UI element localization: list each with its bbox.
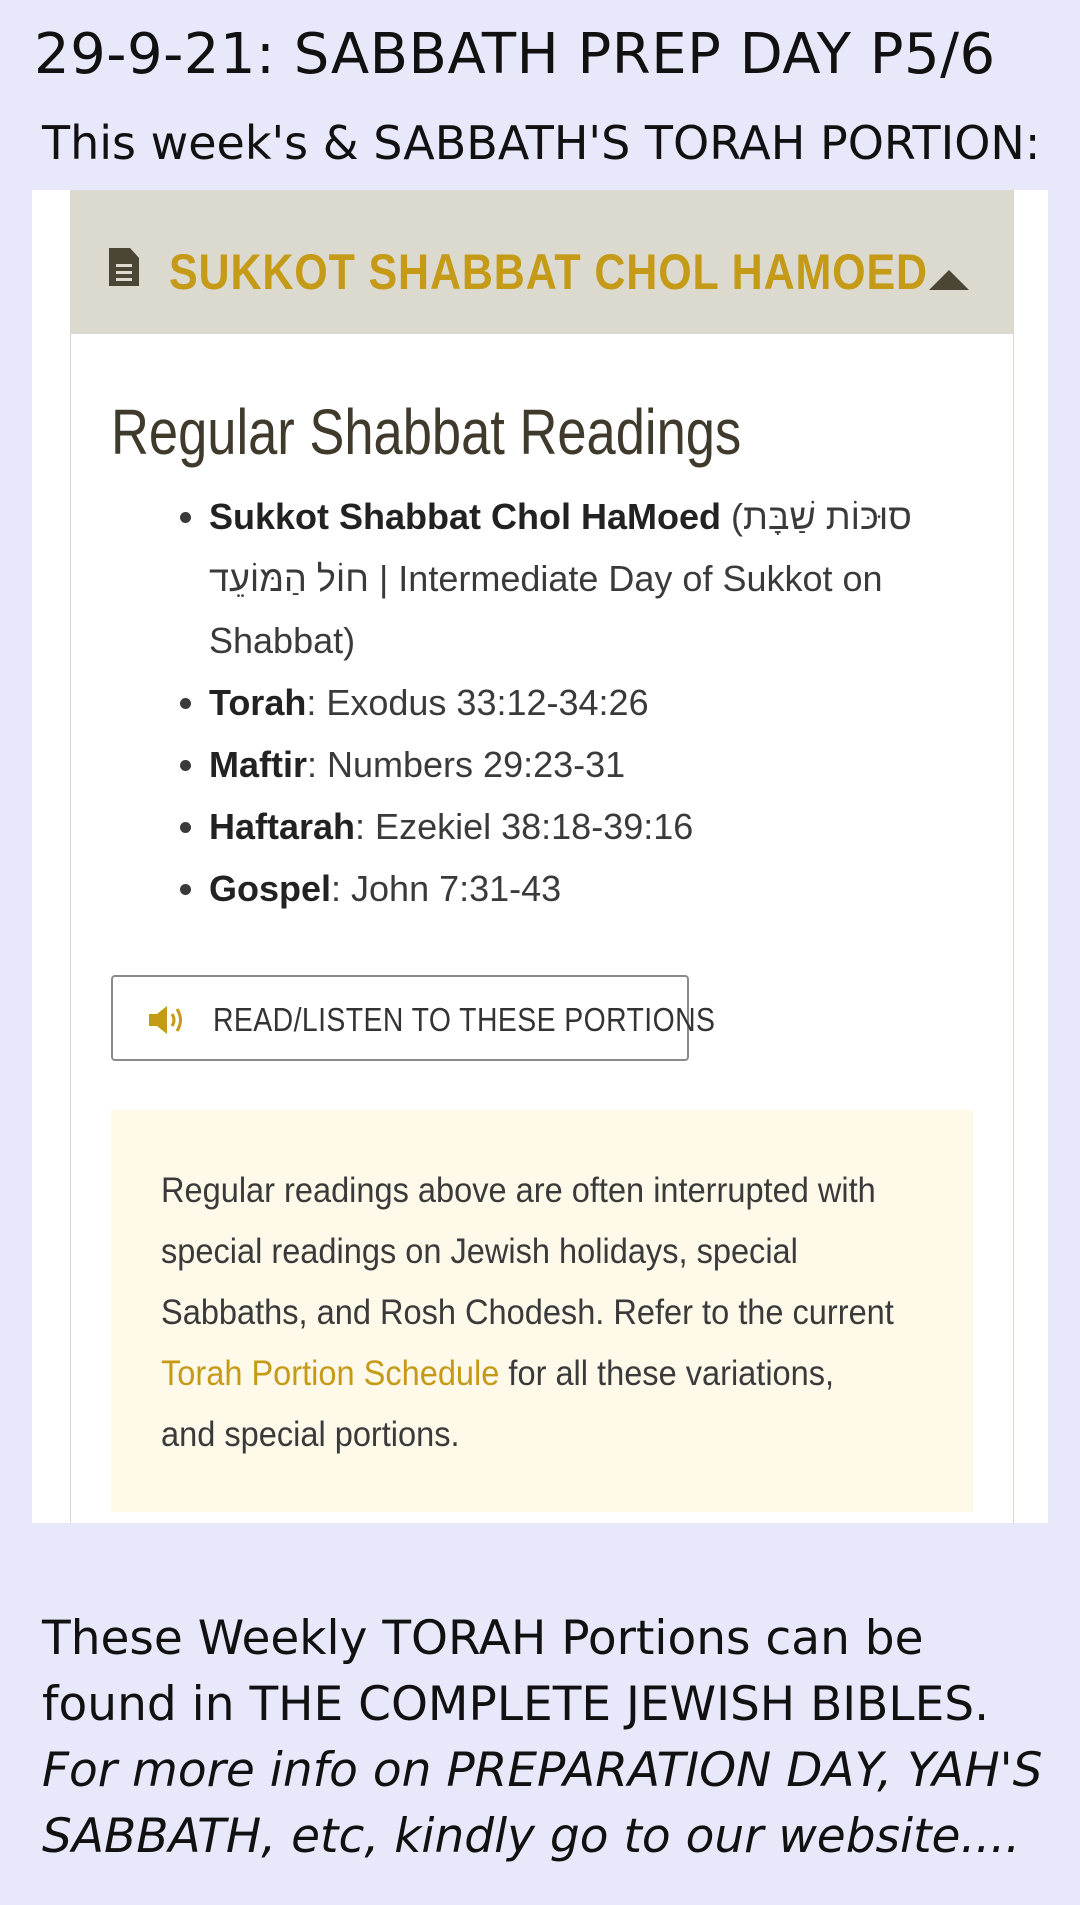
notice-text xyxy=(161,1160,896,1465)
reading-label: Haftarah xyxy=(209,806,356,847)
notice-text-after: for all these variations, and special portions. xyxy=(161,1354,835,1454)
read-listen-button[interactable] xyxy=(111,975,716,1061)
reading-label: Maftir xyxy=(209,744,307,785)
reading-value: : Exodus 33:12-34:26 xyxy=(306,682,649,723)
document-icon xyxy=(109,248,139,286)
page-subtitle: This week's & SABBATH'S TORAH PORTION: xyxy=(42,116,1041,170)
reading-value: : Numbers 29:23-31 xyxy=(307,744,626,785)
caret-up-icon[interactable] xyxy=(929,270,969,290)
list-item xyxy=(209,796,969,858)
readings-heading: Regular Shabbat Readings xyxy=(111,396,742,468)
reading-label: Sukkot Shabbat Chol HaMoed xyxy=(209,496,722,537)
reading-label: Torah xyxy=(209,682,307,723)
notice-box xyxy=(111,1110,973,1512)
notice-text-before: Regular readings above are often interrupted with special readings on Jewish holidays, special Sabbaths, and Rosh Chodesh. Refer to the current xyxy=(161,1171,894,1332)
footer-line-bibles: These Weekly TORAH Portions can be found in THE COMPLETE JEWISH BIBLES. xyxy=(42,1611,990,1732)
read-listen-label: READ/LISTEN TO THESE PORTIONS xyxy=(213,1001,716,1038)
readings-list xyxy=(179,486,969,920)
list-item xyxy=(209,858,969,920)
torah-portion-card xyxy=(70,190,1014,1523)
list-item xyxy=(209,734,969,796)
reading-label: Gospel xyxy=(209,868,332,909)
footer-line-website: For more info on PREPARATION DAY, YAH'S SABBATH, etc, kindly go to our website.... xyxy=(42,1743,1043,1864)
page-title: 29-9-21: SABBATH PREP DAY P5/6 xyxy=(34,22,996,87)
list-item xyxy=(209,672,969,734)
list-item xyxy=(209,486,969,672)
speaker-icon xyxy=(147,1003,187,1037)
footer-text xyxy=(42,1606,1062,1870)
reading-value: : Ezekiel 38:18-39:16 xyxy=(355,806,694,847)
reading-value: : John 7:31-43 xyxy=(331,868,562,909)
accordion-header[interactable] xyxy=(71,190,1013,334)
reading-value: (סוּכּוֹת שַׁבָּת חוֹל הַמּוֹעֵד | Intermediate Day of Sukkot on Shabbat) xyxy=(209,496,912,661)
screenshot-panel xyxy=(32,190,1048,1523)
accordion-title: SUKKOT SHABBAT CHOL HAMOED xyxy=(169,244,928,300)
torah-portion-schedule-link[interactable]: Torah Portion Schedule xyxy=(161,1354,500,1393)
